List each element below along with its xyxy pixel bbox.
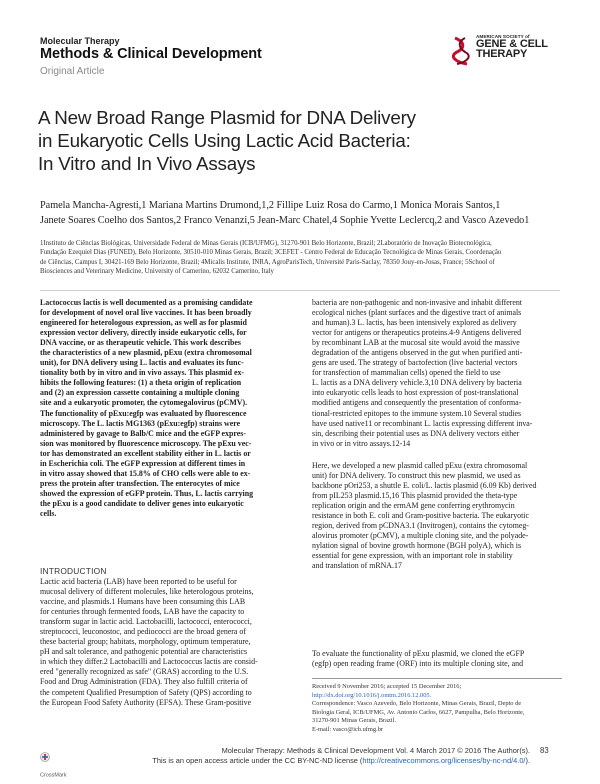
body-line: To evaluate the functionality of pExu plasmid, we cloned the eGFP: [312, 649, 525, 658]
correspondence-line: 31270-901 Minas Gerais, Brazil.: [312, 717, 396, 725]
article-footnote: [312, 683, 562, 735]
title-line: A New Broad Range Plasmid for DNA Delivery: [38, 107, 416, 128]
abstract-line: The functionality of pExu:egfp was evaluated by fluorescence: [40, 408, 247, 418]
affiliation-line: 1Instituto de Ciências Biológicas, Universidade Federal de Minas Gerais (ICB/UFMG), 31270-901 Belo Horizonte, Brazil; 2Laboratório de Inovação Biotecnológica,: [40, 240, 492, 247]
body-line: L. lactis as a DNA delivery vehicle.3,10 DNA delivery by bacteria: [312, 378, 522, 388]
body-line: for transfection of mammalian cells) opened the field to use: [312, 368, 501, 378]
author-list: [40, 198, 570, 228]
body-line: mucosal delivery of different molecules, like heterologous proteins,: [40, 587, 254, 597]
body-paragraph-2: [312, 461, 562, 572]
body-line: unit) for DNA delivery. To construct this new plasmid, we used as: [312, 471, 521, 481]
abstract-line: for development of novel oral live vaccines. It has been broadly: [40, 308, 252, 318]
journal-name-small: Molecular Therapy: [40, 36, 120, 46]
abstract-line: and (2) an expression cassette containing a multiple cloning: [40, 388, 240, 398]
license-prefix: This is an open access article under the CC BY-NC-ND license (: [152, 756, 363, 765]
abstract-line: tor has demonstrated an excellent stability either in L. lactis or: [40, 448, 251, 458]
title-line: in Eukaryotic Cells Using Lactic Acid Bacteria:: [38, 130, 411, 151]
introduction-text: [40, 577, 295, 708]
abstract-line: expression vector delivery, directly inside eukaryotic cells, for: [40, 328, 247, 338]
body-line: (egfp) open reading frame (ORF) into its multiple cloning site, and: [312, 659, 524, 669]
body-line: the competent Qualified Presumption of Safety (QPS) according to: [40, 687, 252, 697]
affiliation-line: Fundação Ezequiel Dias (FUNED), Belo Horizonte, 30510-010 Minas Gerais, Brazil; 3CEFET - Centro Federal de Educação Tecnológica de Minas Gerais, Coordenação: [40, 249, 502, 257]
body-line: vaccine, and plasmids.1 Humans have been consuming this LAB: [40, 597, 246, 607]
license-suffix: ).: [525, 756, 530, 765]
body-paragraph-1: [312, 298, 562, 449]
affiliations: [40, 239, 570, 277]
body-line: from pIL253 plasmid.15,16 This plasmid provided the theta-type: [312, 491, 518, 501]
abstract-line: sion was monitored by fluorescence microscopy. The pExu vec-: [40, 438, 252, 448]
abstract-line: site and a eukaryotic promoter, the cytomegalovirus (pCMV).: [40, 398, 248, 408]
body-line: pH and salt tolerance, and pathogenic potential are characteristics: [40, 647, 248, 657]
body-line: Food and Drug Administration (FDA). They also fulfill criteria of: [40, 677, 248, 687]
body-line: degradation of the antigens observed in the gut when purified anti-: [312, 348, 523, 358]
introduction-heading: INTRODUCTION: [40, 566, 107, 576]
body-line: Here, we developed a new plasmid called pExu (extra chromosomal: [312, 461, 528, 470]
abstract-line: press the protein after transfection. The enterocytes of mice: [40, 478, 240, 488]
crossmark-icon: [40, 752, 50, 762]
abstract-line: cells.: [40, 508, 57, 518]
crossmark-label: CrossMark: [40, 772, 67, 779]
body-line: region, derived from pCDNA3.1 (Invitrogen), contains the cytomeg-: [312, 521, 529, 531]
abstract: [40, 298, 295, 519]
footer-license: [100, 756, 530, 765]
header-divider: [40, 290, 560, 291]
body-line: and human).3 L. lactis, has been intensively explored as delivery: [312, 318, 517, 328]
body-line: for centuries through fermented foods, LAB have the capacity to: [40, 607, 245, 617]
correspondence-line: Biologia Geral, ICB/UFMG, Av. Antonio Carlos, 6627, Pampulha, Belo Horizonte,: [312, 708, 525, 716]
page-number: 83: [540, 746, 549, 755]
body-line: in vivo or in vitro assays.12-14: [312, 438, 411, 448]
asgct-logo: [451, 34, 563, 72]
doi-link[interactable]: http://dx.doi.org/10.1016/j.omtm.2016.12.005.: [312, 691, 432, 699]
correspondence-line: Correspondence: Vasco Azevedo, Belo Horizonte, Minas Gerais, Brazil, Depto de: [312, 700, 522, 708]
footnote-divider: [312, 678, 562, 679]
footer-citation: Molecular Therapy: Methods & Clinical Development Vol. 4 March 2017 © 2016 The Author(s).: [221, 746, 530, 755]
society-logo-icon: [451, 36, 473, 66]
received-dates: Received 9 November 2016; accepted 15 December 2016;: [312, 683, 462, 690]
abstract-line: hibits the following features: (1) a theta origin of replication: [40, 378, 242, 388]
body-line: ered "generally recognized as safe" (GRAS) according to the U.S.: [40, 667, 249, 677]
body-line: tional-restricted epitopes to the immune system.10 Several studies: [312, 408, 522, 418]
journal-name-main: Methods & Clinical Development: [40, 46, 262, 62]
body-line: streptococci, leuconostoc, and pediococci are the broad genera of: [40, 627, 246, 637]
body-paragraph-3: [312, 649, 562, 669]
body-line: in which they differ.2 Lactobacilli and Lactococcus lactis are consid-: [40, 657, 258, 667]
license-link[interactable]: http://creativecommons.org/licenses/by-nc-nd/4.0/: [362, 756, 526, 765]
affiliation-line: Biosciences and Veterinary Medicine, University of Camerino, 62032 Camerino, Italy: [40, 268, 274, 276]
article-type: Original Article: [40, 66, 105, 77]
abstract-line: DNA vaccine, or as therapeutic vehicle. This work describes: [40, 338, 241, 348]
body-line: transform sugar in lactic acid. Lactobacilli, lactococci, enterococci,: [40, 617, 252, 627]
body-line: essential for gene expression, with an important role in stability: [312, 551, 513, 561]
abstract-line: the characteristics of a new plasmid, pExu (extra chromosomal: [40, 348, 252, 358]
body-line: modified antigens and consequently the presentation of conforma-: [312, 398, 522, 408]
body-line: Lactic acid bacteria (LAB) have been reported to be useful for: [40, 577, 237, 586]
body-line: alovirus promoter (pCMV), a multiple cloning site, and the polyade-: [312, 531, 529, 541]
abstract-line: microscopy. The L. lactis MG1363 (pExu:egfp) strains were: [40, 418, 241, 428]
logo-text-small: AMERICAN SOCIETY of: [476, 34, 530, 39]
body-line: and translation of mRNA.17: [312, 561, 402, 571]
logo-text-therapy: THERAPY: [476, 48, 528, 60]
article-title: [38, 106, 568, 175]
body-line: ecological niches (plant surfaces and the digestive tract of animals: [312, 308, 522, 318]
abstract-line: administered by gavage to Balb/C mice and the eGFP expres-: [40, 428, 246, 438]
correspondence-email[interactable]: E-mail: vasco@icb.ufmg.br: [312, 725, 384, 733]
body-line: sin, describing their potential uses as DNA delivery vectors either: [312, 428, 520, 438]
abstract-line: Lactococcus lactis is well documented as a promising candidate: [40, 298, 253, 307]
body-line: resistance in both E. coli and Gram-positive bacteria. The eukaryotic: [312, 511, 529, 521]
body-line: bacteria are non-pathogenic and non-invasive and inhabit different: [312, 298, 522, 307]
abstract-line: engineered for heterologous expression, as well as for plasmid: [40, 318, 247, 328]
affiliation-line: de Ciências, Campus I, 30421-169 Belo Horizonte, Brazil; 4Micalis Institute, INRA, AgroParisTech, Université Paris-Saclay, 78350 Jouy-en-Josas, France; 5School of: [40, 258, 495, 266]
title-line: In Vitro and In Vivo Assays: [38, 153, 256, 174]
body-line: backbone pOri253, a shuttle E. coli/L. lactis plasmid (6.09 Kb) derived: [312, 481, 537, 491]
body-line: the European Food Safety Authority (EFSA). These Gram-positive: [40, 697, 252, 707]
body-line: replication origin and the ermAM gene conferring erythromycin: [312, 501, 515, 511]
abstract-line: the pExu is a good candidate to deliver genes into eukaryotic: [40, 498, 244, 508]
body-line: into eukaryotic cells leads to host expression of post-translational: [312, 388, 519, 398]
abstract-line: showed the expression of eGFP protein. Thus, L. lactis carrying: [40, 488, 254, 498]
body-line: gens are used. The strategy of bactofection (live bacterial vectors: [312, 358, 518, 368]
body-line: vector for antigens or therapeutics proteins.4-9 Antigens delivered: [312, 328, 522, 338]
body-line: by recombinant LAB at the mucosal site would avoid the massive: [312, 338, 520, 348]
abstract-line: unit), for DNA delivery using L. lactis and evaluates its func-: [40, 358, 244, 368]
abstract-line: in vitro assay showed that 15.8% of CHO cells were able to ex-: [40, 468, 251, 478]
body-line: have used native11 or recombinant L. lactis expressing different inva-: [312, 418, 533, 428]
abstract-line: tionality both by in vitro and in vivo assays. This plasmid ex-: [40, 368, 245, 378]
crossmark-badge[interactable]: [40, 748, 80, 779]
logo-text-gene-cell: GENE & CELL: [476, 38, 548, 50]
body-line: these bacterial group; habitats, morphology, optimum temperature,: [40, 637, 251, 647]
author-line: Pamela Mancha-Agresti,1 Mariana Martins Drumond,1,2 Fillipe Luiz Rosa do Carmo,1 Monica Morais Santos,1: [40, 200, 501, 211]
body-line: nylation signal of bovine growth hormone (BGH polyA), which is: [312, 541, 522, 551]
author-line: Janete Soares Coelho dos Santos,2 Franco Venanzi,5 Jean-Marc Chatel,4 Sophie Yvette Leclercq,2 and Vasco Azevedo1: [40, 215, 530, 226]
abstract-line: in Escherichia coli. The eGFP expression at different times in: [40, 458, 246, 468]
